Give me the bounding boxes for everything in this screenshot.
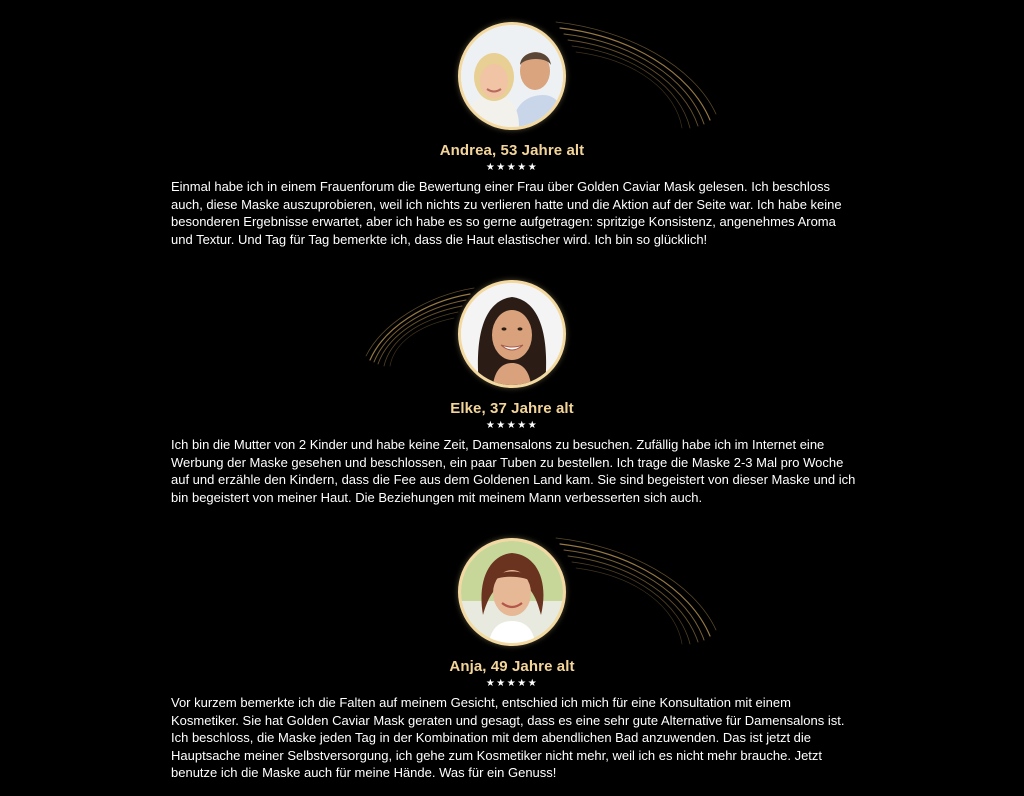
- reviewer-name: Andrea, 53 Jahre alt: [439, 142, 585, 159]
- reviewer-name: Anja, 49 Jahre alt: [449, 658, 575, 675]
- reviewer-name: Elke, 37 Jahre alt: [450, 400, 574, 417]
- avatar: [458, 22, 566, 130]
- star-rating: ★★★★★: [485, 162, 539, 173]
- avatar: [458, 538, 566, 646]
- star-rating: ★★★★★: [485, 420, 539, 431]
- woman-dark-hair-photo-icon: [461, 283, 563, 385]
- couple-photo-icon: [461, 25, 563, 127]
- review-text: Einmal habe ich in einem Frauenforum die Bewertung einer Frau über Golden Caviar Mask gelesen. Ich beschloss auch, diese Maske auszuprobieren, weil ich nichts zu verlieren hatte und die Aktion auf der Seite war. Ich habe keine besonderen Ergebnisse erwartet, aber ich habe es so gerne aufgetragen: spritzige Konsistenz, angenehmes Aroma und Textur. Und Tag für Tag bemerkte ich, dass die Haut elastischer wird. Ich bin so glücklich!: [171, 179, 842, 247]
- avatar: [458, 280, 566, 388]
- review-card: [0, 22, 1024, 280]
- review-text: Ich bin die Mutter von 2 Kinder und habe keine Zeit, Damensalons zu besuchen. Zufällig habe ich im Internet eine Werbung der Maske gesehen und beschlossen, ein paar Tuben zu bestellen. Ich trage die Maske 2-3 Mal pro Woche auf und erzähle den Kindern, dass die Fee aus dem Goldenen Land kam. Sie sind begeistert von dieser Maske und ich bin begeistert von meiner Haut. Die Beziehungen mit meinem Mann verbesserten sich auch.: [171, 437, 856, 505]
- review-text: Vor kurzem bemerkte ich die Falten auf meinem Gesicht, entschied ich mich für eine Konsultation mit einem Kosmetiker. Sie hat Golden Caviar Mask geraten und gesagt, dass es eine sehr gute Alternative für Damensalons ist. Ich beschloss, die Maske jeden Tag in der Kombination mit dem abendlichen Bad anzuwenden. Das ist jetzt die Hauptsache meiner Selbstversorgung, ich gehe zum Kosmetiker nicht mehr, weil ich es nicht mehr brauche. Jetzt benutze ich die Maske auch für meine Hände. Was für ein Genuss!: [171, 695, 845, 780]
- review-card: [0, 538, 1024, 796]
- review-card: [0, 280, 1024, 538]
- woman-short-brown-hair-photo-icon: [461, 541, 563, 643]
- star-rating: ★★★★★: [485, 678, 539, 689]
